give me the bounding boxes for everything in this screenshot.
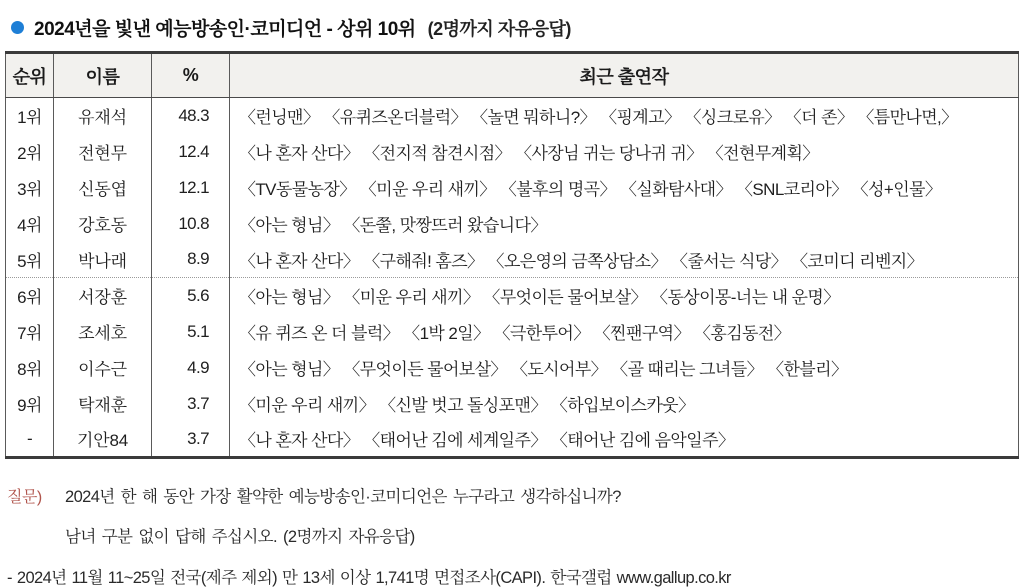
table-row	[6, 206, 1019, 242]
percent-cell: 3.7	[152, 422, 230, 458]
rank-cell: 4위	[17, 216, 42, 235]
table-row	[6, 98, 1019, 134]
percent-cell: 5.6	[152, 278, 230, 314]
survey-note: - 2024년 11월 11~25일 전국(제주 제외) 만 13세 이상 1,741명 면접조사(CAPI). 한국갤럽 www.gallup.co.kr	[7, 569, 731, 587]
title-suffix: (2명까지 자유응답)	[427, 18, 571, 39]
percent-cell: 10.8	[152, 206, 230, 242]
rank-cell: 8위	[17, 360, 42, 379]
rank-cell: -	[26, 428, 33, 448]
table-header-row	[6, 53, 1019, 98]
table-row	[6, 242, 1019, 278]
percent-cell: 4.9	[152, 350, 230, 386]
column-header-name: 이름	[54, 53, 152, 98]
rank-cell: 1위	[17, 108, 42, 128]
works-cell: 〈런닝맨〉 〈유퀴즈온더블럭〉 〈놀면 뭐하니?〉 〈핑계고〉 〈싱크로유〉 〈더 존〉 〈틈만나면,〉	[230, 98, 1019, 134]
table-row	[6, 278, 1019, 314]
name-cell: 탁재훈	[54, 386, 152, 422]
percent-cell: 12.4	[152, 134, 230, 170]
question-text: 2024년 한 해 동안 가장 활약한 예능방송인·코미디언은 누구라고 생각하십니까?	[65, 488, 621, 506]
percent-cell: 8.9	[152, 242, 230, 278]
name-cell: 강호동	[54, 206, 152, 242]
percent-cell: 3.7	[152, 386, 230, 422]
name-cell: 유재석	[54, 98, 152, 134]
column-header-percent: %	[152, 53, 230, 98]
rank-cell: 2위	[17, 144, 42, 163]
works-cell: 〈아는 형님〉 〈미운 우리 새끼〉 〈무엇이든 물어보살〉 〈동상이몽-너는 내 운명〉	[230, 278, 1019, 314]
footer	[5, 459, 1019, 588]
works-cell: 〈나 혼자 산다〉 〈태어난 김에 세계일주〉 〈태어난 김에 음악일주〉	[230, 422, 1019, 458]
rank-cell: 6위	[6, 278, 54, 314]
works-cell: 〈아는 형님〉 〈돈쭐, 맛짱뜨러 왔습니다〉	[230, 206, 1019, 242]
table-row	[6, 422, 1019, 458]
works-cell: 〈나 혼자 산다〉 〈전지적 참견시점〉 〈사장님 귀는 당나귀 귀〉 〈전현무계획〉	[230, 134, 1019, 170]
page-title	[5, 10, 1019, 51]
bullet-icon	[11, 21, 24, 34]
works-cell: 〈아는 형님〉 〈무엇이든 물어보살〉 〈도시어부〉 〈골 때리는 그녀들〉 〈한블리〉	[230, 350, 1019, 386]
rank-cell: 9위	[17, 396, 42, 415]
works-cell: 〈나 혼자 산다〉 〈구해줘! 홈즈〉 〈오은영의 금쪽상담소〉 〈줄서는 식당〉 〈코미디 리벤지〉	[230, 242, 1019, 278]
works-cell: 〈미운 우리 새끼〉 〈신발 벗고 돌싱포맨〉 〈하입보이스카웃〉	[230, 386, 1019, 422]
percent-cell: 12.1	[152, 170, 230, 206]
column-header-rank: 순위	[6, 53, 54, 98]
table-row	[6, 386, 1019, 422]
table-row	[6, 134, 1019, 170]
name-cell: 서장훈	[54, 278, 152, 314]
question-line-1	[7, 483, 1019, 507]
table-row	[6, 170, 1019, 206]
percent-cell: 5.1	[152, 314, 230, 350]
question-label: 질문)	[7, 489, 42, 506]
percent-cell: 48.3	[152, 98, 230, 134]
name-cell: 신동엽	[54, 170, 152, 206]
name-cell: 이수근	[54, 350, 152, 386]
question-line-2: 남녀 구분 없이 답해 주십시오. (2명까지 자유응답)	[65, 528, 415, 546]
title-text: 2024년을 빛낸 예능방송인·코미디언 - 상위 10위	[34, 19, 416, 40]
table-body	[6, 98, 1019, 458]
table-row	[6, 350, 1019, 386]
column-header-works: 최근 출연작	[230, 53, 1019, 98]
rank-cell: 5위	[17, 251, 42, 271]
rank-cell: 7위	[17, 324, 42, 343]
name-cell: 전현무	[54, 134, 152, 170]
ranking-table	[5, 51, 1019, 459]
rank-cell: 3위	[17, 180, 42, 199]
name-cell: 박나래	[54, 242, 152, 278]
works-cell: 〈유 퀴즈 온 더 블럭〉 〈1박 2일〉 〈극한투어〉 〈찐팬구역〉 〈홍김동전〉	[230, 314, 1019, 350]
works-cell: 〈TV동물농장〉 〈미운 우리 새끼〉 〈불후의 명곡〉 〈실화탐사대〉 〈SNL코리아〉 〈성+인물〉	[230, 170, 1019, 206]
table-row	[6, 314, 1019, 350]
name-cell: 조세호	[54, 314, 152, 350]
name-cell: 기안84	[54, 422, 152, 458]
